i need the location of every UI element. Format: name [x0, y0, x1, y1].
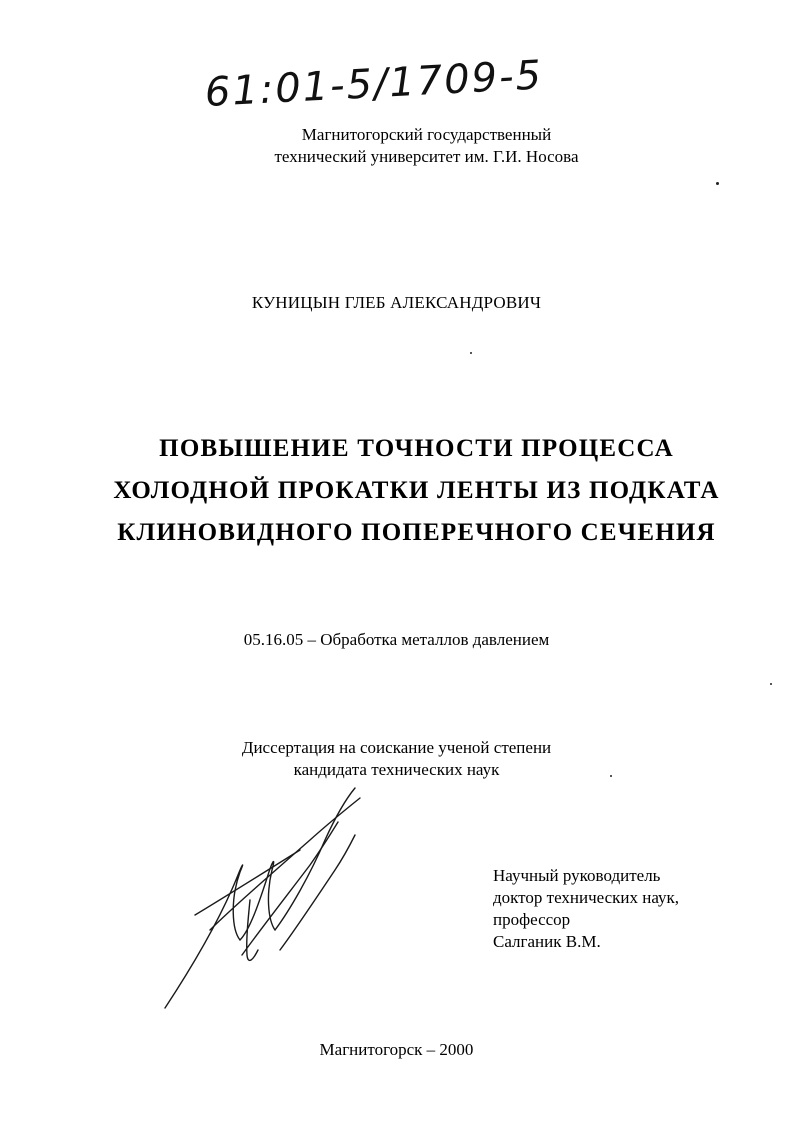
- scan-speck: [770, 683, 772, 685]
- institution-line-2: технический университет им. Г.И. Носова: [274, 147, 579, 166]
- advisor-line-4: Салганик В.М.: [493, 932, 601, 951]
- institution-name: [0, 124, 793, 168]
- advisor-line-1: Научный руководитель: [493, 866, 661, 885]
- thesis-title: [0, 428, 793, 554]
- specialty-code: 05.16.05 – Обработка металлов давлением: [243, 630, 550, 649]
- scan-speck: [470, 352, 472, 354]
- advisor-line-2: доктор технических наук,: [493, 888, 680, 907]
- handwritten-archive-code: 61:01-5/1709-5: [203, 52, 545, 116]
- title-line-1: ПОВЫШЕНИЕ ТОЧНОСТИ ПРОЦЕССА: [159, 435, 674, 462]
- handwritten-signature: [150, 780, 400, 1020]
- scan-speck: [716, 182, 719, 185]
- title-line-2: ХОЛОДНОЙ ПРОКАТКИ ЛЕНТЫ ИЗ ПОДКАТА: [113, 477, 720, 504]
- author-name: КУНИЦЫН ГЛЕБ АЛЕКСАНДРОВИЧ: [251, 293, 542, 312]
- scientific-advisor: [493, 865, 679, 953]
- degree-line-1: Диссертация на соискание ученой степени: [241, 738, 552, 757]
- title-line-3: КЛИНОВИДНОГО ПОПЕРЕЧНОГО СЕЧЕНИЯ: [117, 519, 716, 546]
- degree-line-2: кандидата технических наук: [293, 760, 500, 779]
- scan-speck: [610, 775, 612, 777]
- degree-statement: [0, 737, 793, 781]
- institution-line-1: Магнитогорский государственный: [301, 125, 552, 144]
- city-and-year: Магнитогорск – 2000: [319, 1040, 474, 1059]
- advisor-line-3: профессор: [493, 910, 571, 929]
